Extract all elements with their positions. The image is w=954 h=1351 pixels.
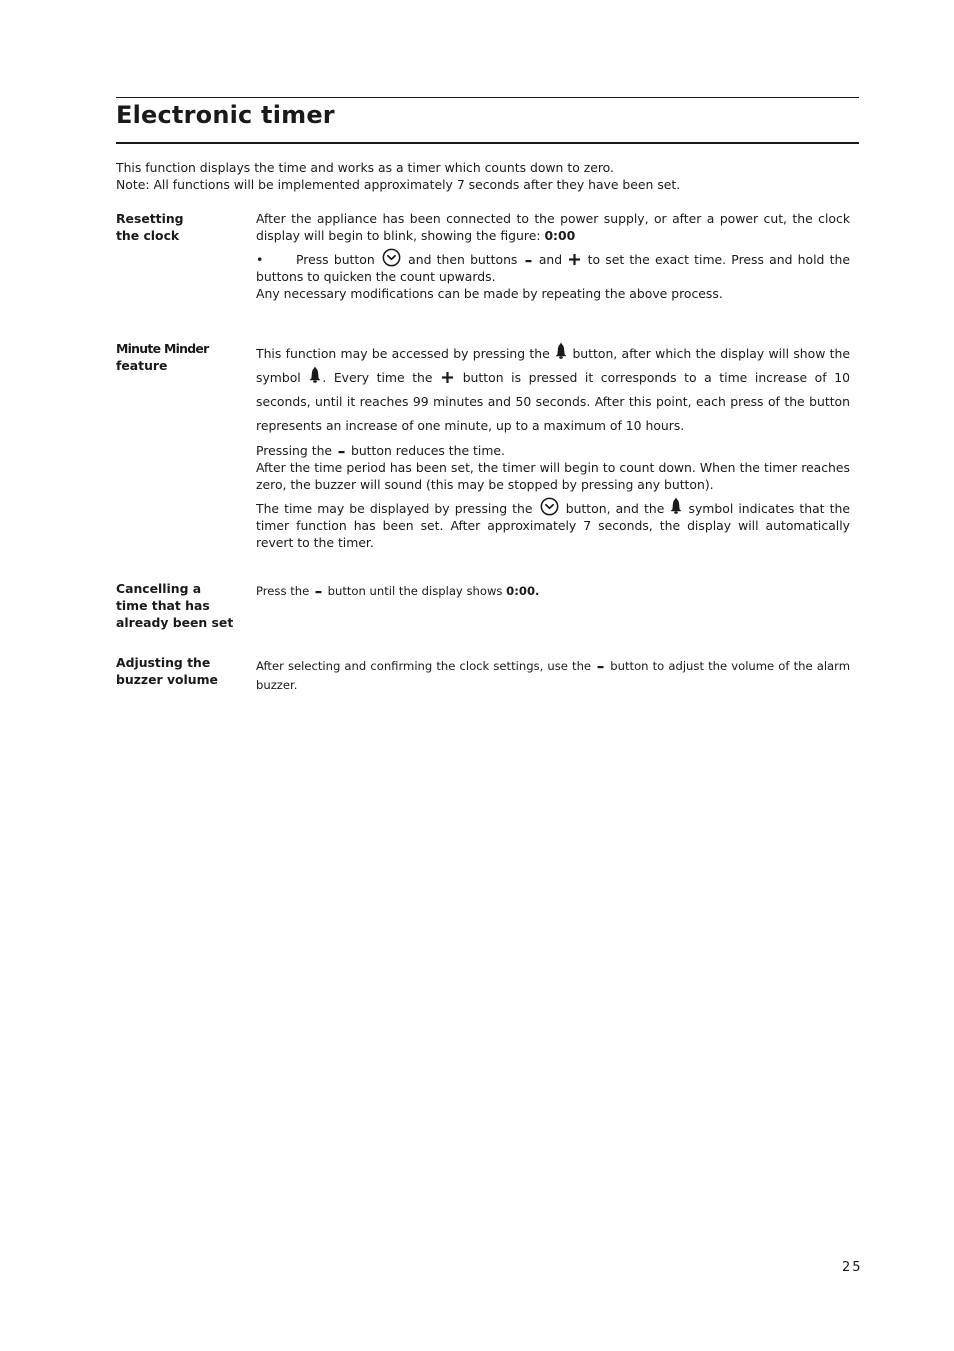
resetting-paragraph-3: Any necessary modifications can be made by repeating the above process. xyxy=(256,286,723,301)
minus-icon xyxy=(525,253,532,263)
bell-icon xyxy=(670,497,682,514)
display-figure: 0:00. xyxy=(506,584,540,598)
intro-text xyxy=(116,159,856,193)
minus-icon xyxy=(597,659,604,669)
intro-line-1: This function displays the time and works as a timer which counts down to zero. xyxy=(116,160,614,175)
bullet: • xyxy=(256,252,264,267)
display-figure: 0:00 xyxy=(544,228,576,243)
section-label-minute-minder: Minute Minder feature xyxy=(116,341,209,373)
page-title: Electronic timer xyxy=(116,101,335,129)
plus-icon xyxy=(569,252,580,263)
plus-icon xyxy=(442,367,453,378)
title-underline xyxy=(116,142,859,144)
bell-icon xyxy=(309,366,321,383)
minus-icon xyxy=(338,444,345,454)
clock-icon xyxy=(540,497,559,516)
page-number: 25 xyxy=(842,1260,863,1275)
section-body-buzzer xyxy=(256,657,850,695)
resetting-paragraph-1: After the appliance has been connected to the power supply, or after a power cut, the clock display will begin to blink, showing the figure: 0:00 xyxy=(256,211,850,243)
section-body-minute-minder xyxy=(256,342,850,551)
resetting-bullet-paragraph: • Press button and then buttons and to set the exact time. Press and hold the buttons to quicken the count upwards. xyxy=(256,248,850,285)
top-rule xyxy=(116,97,859,98)
minute-minder-paragraph-2: Pressing the button reduces the time. xyxy=(256,443,505,458)
intro-line-2: Note: All functions will be implemented approximately 7 seconds after they have been set. xyxy=(116,177,681,192)
section-label-buzzer: Adjusting the buzzer volume xyxy=(116,655,218,687)
minute-minder-paragraph-3: After the time period has been set, the timer will begin to count down. When the timer reaches zero, the buzzer will sound (this may be stopped by pressing any button). xyxy=(256,460,850,492)
section-body-cancelling xyxy=(256,582,850,601)
cancelling-paragraph: Press the button until the display shows 0:00. xyxy=(256,584,540,598)
minute-minder-paragraph-4: The time may be displayed by pressing the button, and the symbol indicates that the timer function has been set. After approximately 7 seconds, the display will automatically revert to the timer. xyxy=(256,497,850,551)
section-label-cancelling: Cancelling a time that has already been set xyxy=(116,581,234,630)
bell-icon xyxy=(555,342,567,359)
section-body-resetting xyxy=(256,210,850,302)
minus-icon xyxy=(315,584,322,594)
section-label-resetting: Resetting the clock xyxy=(116,211,184,243)
clock-icon xyxy=(382,248,401,267)
minute-minder-paragraph-1: This function may be accessed by pressing the button, after which the display will show the symbol . Every time the button is pressed it corresponds to a time increase of 10 seconds, until it reaches 99 minutes and 50 seconds. After this point, each press of the button represents an increase of one minute, up to a maximum of 10 hours. xyxy=(256,342,850,438)
buzzer-paragraph: After selecting and confirming the clock settings, use the button to adjust the volume of the alarm buzzer. xyxy=(256,659,850,692)
